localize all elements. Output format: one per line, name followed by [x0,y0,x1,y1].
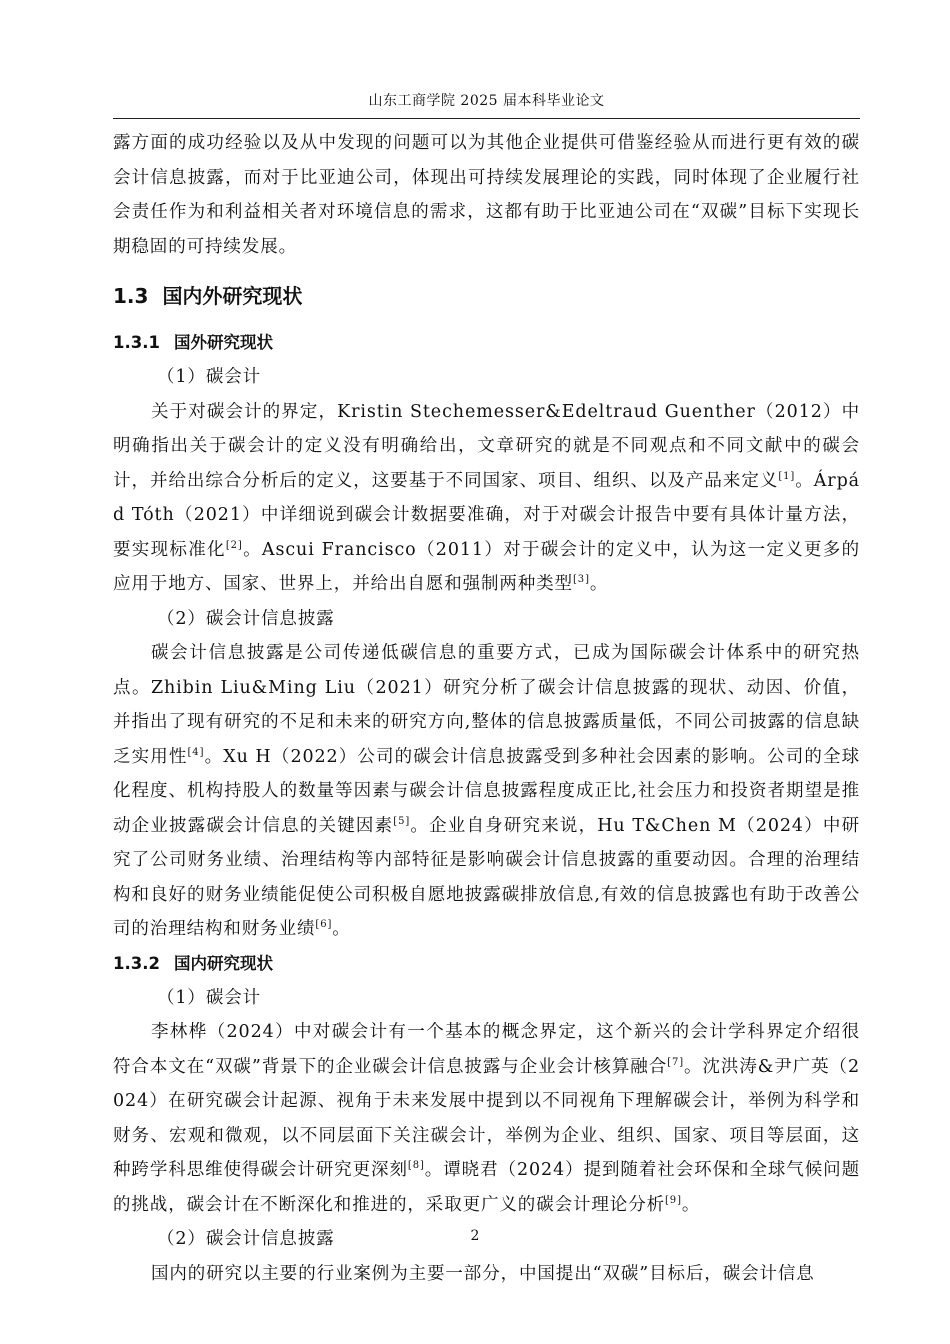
paragraph-foreign-disclosure: 碳会计信息披露是公司传递低碳信息的重要方式，已成为国际碳会计体系中的研究热点。Zhibin Liu&Ming Liu（2021）研究分析了碳会计信息披露的现状、动因、价值，并指出了现有研究的不足和未来的研究方向,整体的信息披露质量低，不同公司披露的信息缺乏实用性[4]。Xu H（2022）公司的碳会计信息披露受到多种社会因素的影响。公司的全球化程度、机构持股人的数量等因素与碳会计信息披露程度成正比,社会压力和投资者期望是推动企业披露碳会计信息的关键因素[5]。企业自身研究来说，Hu T&Chen M（2024）中研究了公司财务业绩、治理结构等内部特征是影响碳会计信息披露的重要动因。合理的治理结构和良好的财务业绩能促使公司积极自愿地披露碳排放信息,有效的信息披露也有助于改善公司的治理结构和财务业绩[6]。 [113,643,861,939]
section-number: 1.3 [113,284,149,308]
running-header: 山东工商学院 2025 届本科毕业论文 [368,93,605,109]
section-heading-1-3-1 [113,326,860,360]
citation-2: [2] [225,539,243,551]
section-number: 1.3.2 [113,953,160,973]
paragraph-domestic-disclosure: 国内的研究以主要的行业案例为主要一部分，中国提出“双碳”目标后，碳会计信息 [151,1263,815,1284]
page-content [113,126,860,1291]
citation-1: [1] [778,470,796,482]
citation-6: [6] [315,919,333,930]
section-title: 国外研究现状 [173,333,273,352]
citation-7: [7] [667,1056,685,1068]
citation-5: [5] [393,815,411,827]
citation-9: [9] [665,1194,682,1206]
paragraph-domestic-carbon-accounting: 李林桦（2024）中对碳会计有一个基本的概念界定，这个新兴的会计学科界定介绍很符合本文在“双碳”背景下的企业碳会计信息披露与企业会计核算融合[7]。沈洪涛&尹广英（2024）在研究碳会计起源、视角于未来发展中提到以不同视角下理解碳会计，举例为科学和财务、宏观和微观，以不同层面下关注碳会计，举例为企业、组织、国家、项目等层面，这种跨学科思维使得碳会计研究更深刻[8]。谭晓君（2024）提到随着社会环保和全球气候问题的挑战，碳会计在不断深化和推进的，采取更广义的碳会计理论分析[9]。 [113,1022,860,1215]
section-heading-1-3 [113,286,860,306]
page-number: 2 [470,1228,480,1244]
section-heading-1-3-2 [113,947,860,981]
paragraph-foreign-carbon-accounting: 关于对碳会计的界定，Kristin Stechemesser&Edeltraud Guenther（2012）中明确指出关于碳会计的定义没有明确给出，文章研究的就是不同观点和不同文献中的碳会计，并给出综合分析后的定义，这要基于不同国家、项目、组织、以及产品来定义[1]。Árpád Tóth（2021）中详细说到碳会计数据要准确，对于对碳会计报告中要有具体计量方法，要实现标准化[2]。Ascui Francisco（2011）对于碳会计的定义中，认为这一定义更多的应用于地方、国家、世界上，并给出自愿和强制两种类型[3]。 [113,401,861,594]
citation-4: [4] [187,746,205,758]
subheading-foreign-carbon-accounting: （1）碳会计 [157,367,262,387]
header-rule [113,118,860,119]
paragraph-intro: 露方面的成功经验以及从中发现的问题可以为其他企业提供可借鉴经验从而进行更有效的碳会计信息披露，而对于比亚迪公司，体现出可持续发展理论的实践，同时体现了企业履行社会责任作为和利益相关者对环境信息的需求，这都有助于比亚迪公司在“双碳”目标下实现长期稳固的可持续发展。 [113,133,860,257]
subheading-domestic-disclosure: （2）碳会计信息披露 [157,1229,335,1249]
subheading-domestic-carbon-accounting: （1）碳会计 [157,987,262,1008]
citation-8: [8] [407,1160,425,1171]
subheading-foreign-disclosure: （2）碳会计信息披露 [157,608,335,629]
section-title: 国内研究现状 [173,953,273,973]
section-title: 国内外研究现状 [162,284,303,308]
citation-3: [3] [573,574,590,585]
section-number: 1.3.1 [113,333,160,352]
